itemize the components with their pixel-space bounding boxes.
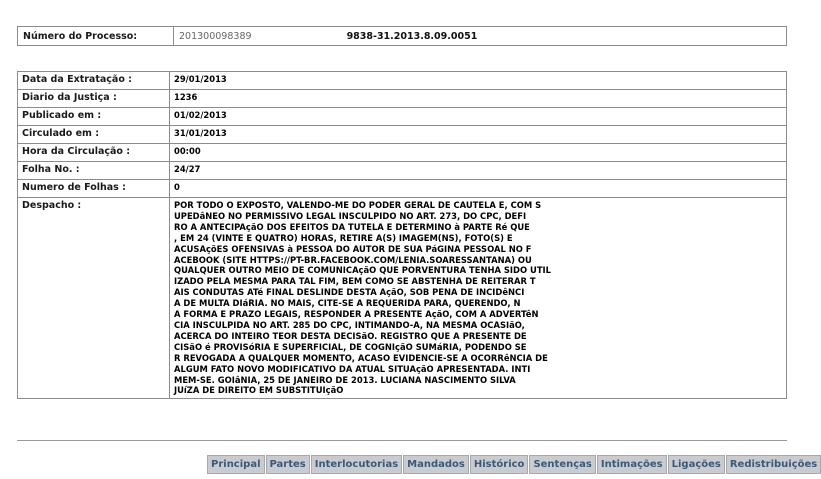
tab-sentenças[interactable]: Sentenças — [529, 455, 595, 474]
process-number-value — [174, 27, 787, 46]
process-number-cnj: 9838-31.2013.8.09.0051 — [346, 30, 478, 42]
info-row-label: Data da Extratação : — [18, 72, 170, 90]
info-row-label: Circulado em : — [18, 126, 170, 144]
info-row-value: 29/01/2013 — [170, 72, 787, 90]
info-row — [18, 180, 787, 198]
info-row — [18, 144, 787, 162]
tab-redistribuições[interactable]: Redistribuições — [726, 455, 821, 474]
despacho-label: Despacho : — [18, 198, 170, 399]
tab-ligações[interactable]: Ligações — [668, 455, 725, 474]
info-row — [18, 90, 787, 108]
process-number-table — [17, 26, 787, 46]
tab-intimações[interactable]: Intimações — [597, 455, 667, 474]
process-number: 201300098389 — [179, 30, 252, 42]
publication-info-table — [17, 71, 787, 399]
info-row-value: 01/02/2013 — [170, 108, 787, 126]
tab-principal[interactable]: Principal — [207, 455, 265, 474]
info-row-value: 00:00 — [170, 144, 787, 162]
info-row-label: Folha No. : — [18, 162, 170, 180]
tab-histórico[interactable]: Histórico — [470, 455, 529, 474]
info-row — [18, 126, 787, 144]
info-row — [18, 162, 787, 180]
navigation-tabs — [207, 455, 821, 474]
info-row-label: Publicado em : — [18, 108, 170, 126]
despacho-text: POR TODO O EXPOSTO, VALENDO-ME DO PODER GERAL DE CAUTELA E, COM S UPEDâNEO NO PERMISSIVO LEGAL INSCULPIDO NO ART. 273, DO CPC, DEFI RO A ANTECIPAçãO DOS EFEITOS DA TUTELA E DETERMINO à PARTE Ré QUE , EM 24 (VINTE E QUATRO) HORAS, RETIRE A(S) IMAGEM(NS), FOTO(S) E ACUSAçõES OFENSIVAS à PESSOA DO AUTOR DE SUA PáGINA PESSOAL NO F ACEBOOK (SITE HTTPS://PT-BR.FACEBOOK.COM/LENIA.SOARESSANTANA) OU QUALQUER OUTRO MEIO DE COMUNICAçãO QUE PORVENTURA TENHA SIDO UTIL IZADO PELA MESMA PARA TAL FIM, BEM COMO SE ABSTENHA DE REITERAR T AIS CONDUTAS ATé FINAL DESLINDE DESTA AçãO, SOB PENA DE INCIDêNCI A DE MULTA DIáRIA. NO MAIS, CITE-SE A REQUERIDA PARA, QUERENDO, N A FORMA E PRAZO LEGAIS, RESPONDER A PRESENTE AçãO, COM A ADVERTêN CIA INSCULPIDA NO ART. 285 DO CPC, INTIMANDO-A, NA MESMA OCASIãO, ACERCA DO INTEIRO TEOR DESTA DECISãO. REGISTRO QUE A PRESENTE DE CISãO é PROVISóRIA E SUPERFICIAL, DE COGNIçãO SUMáRIA, PODENDO SE R REVOGADA A QUALQUER MOMENTO, ACASO EVIDENCIE-SE A OCORRêNCIA DE ALGUM FATO NOVO MODIFICATIVO DA ATUAL SITUAçãO APRESENTADA. INTI MEM-SE. GOIâNIA, 25 DE JANEIRO DE 2013. LUCIANA NASCIMENTO SILVA JUíZA DE DIREITO EM SUBSTITUIçãO — [174, 200, 551, 396]
info-row-label: Hora da Circulação : — [18, 144, 170, 162]
info-row-value: 31/01/2013 — [170, 126, 787, 144]
tab-partes[interactable]: Partes — [266, 455, 310, 474]
info-row-label: Diario da Justiça : — [18, 90, 170, 108]
process-number-label: Número do Processo: — [18, 27, 174, 46]
info-row-value: 0 — [170, 180, 787, 198]
tab-interlocutorias[interactable]: Interlocutorias — [311, 455, 402, 474]
despacho-cell — [170, 198, 787, 399]
divider — [17, 440, 787, 441]
info-row — [18, 108, 787, 126]
info-row-label: Numero de Folhas : — [18, 180, 170, 198]
info-rows — [18, 72, 787, 198]
info-row-value: 1236 — [170, 90, 787, 108]
tab-mandados[interactable]: Mandados — [403, 455, 469, 474]
info-row — [18, 72, 787, 90]
info-row-value: 24/27 — [170, 162, 787, 180]
